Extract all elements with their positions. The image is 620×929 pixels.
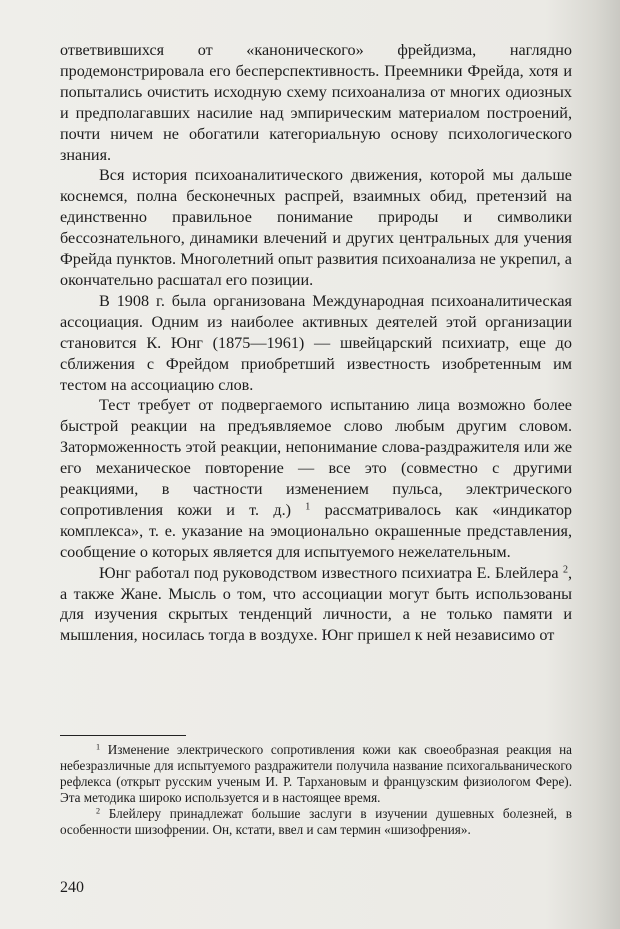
paragraph-5-part-b: , а также Жане. Мысль о том, что ассоциации могут быть использованы для изучения скрытых тенденций личности, а не только памяти и мышления, носилась тогда в воздухе. Юнг пришел к ней независимо от xyxy=(60,563,573,645)
paragraph-5-part-a: Юнг работал под руководством известного психиатра Е. Блейлера xyxy=(99,563,559,582)
paragraph-2: Вся история психоаналитического движения, которой мы дальше коснемся, полна бесконечных распрей, взаимных обид, претензий на единственно правильное понимание природы и символики бессознательного, динамики влечений и других центральных для учения Фрейда пунктов. Многолетний опыт развития психоанализа не укрепил, а окончательно расшатал его позиции. xyxy=(60,166,572,289)
paragraph-5 xyxy=(60,563,572,647)
page-number: 240 xyxy=(60,879,84,896)
footnote-1-mark: 1 xyxy=(96,742,101,752)
footnotes xyxy=(60,742,572,837)
footnote-1-text: Изменение электрического сопротивления кожи как своеобразная реакция на небезразличные для испытуемого раздражители получила название психогальванического рефлекса (открыт русским ученым И. Р. Тархановым и французским физиологом Фере). Эта методика широко используется и в настоящее время. xyxy=(60,742,572,805)
footnote-ref-1: 1 xyxy=(305,501,311,513)
footnote-separator xyxy=(60,735,186,736)
footnote-ref-2: 2 xyxy=(562,564,568,576)
footnote-1 xyxy=(60,742,572,806)
footnote-2 xyxy=(60,806,572,838)
paragraph-4-part-b: рассматривалось как «индикатор комплекса», т. е. указание на эмоционально окрашенные представления, сообщение о которых является для испытуемого нежелательным. xyxy=(60,500,573,561)
paragraph-3: В 1908 г. была организована Международная психоаналитическая ассоциация. Одним из наиболее активных деятелей этой организации становится К. Юнг (1875—1961) — швейцарский психиатр, еще до сближения с Фрейдом приобретший известность изобретенным им тестом на ассоциацию слов. xyxy=(60,291,572,394)
paragraph-4-part-a: Тест требует от подвергаемого испытанию лица возможно более быстрой реакции на предъявляемое слово любым другим словом. Заторможенность этой реакции, непонимание слова-раздражителя или же его механическое повторение — все это (совместно с другими реакциями, в частности изменением пульса, электрического сопротивления кожи и т. д.) xyxy=(60,396,572,519)
main-text xyxy=(60,40,572,646)
paragraph-1: ответвившихся от «канонического» фрейдизма, наглядно продемонстрировала его бесперспективность. Преемники Фрейда, хотя и попытались очистить исходную схему психоанализа от многих одиозных и предполагавших насилие над эмпирическим материалом построений, почти ничем не обогатили категориальную основу психологического знания. xyxy=(60,41,572,164)
footnote-2-text: Блейлеру принадлежат большие заслуги в изучении душевных болезней, в особенности шизофрении. Он, кстати, ввел и сам термин «шизофрения». xyxy=(60,805,572,837)
footnote-2-mark: 2 xyxy=(96,806,101,816)
paragraph-4 xyxy=(60,395,572,562)
